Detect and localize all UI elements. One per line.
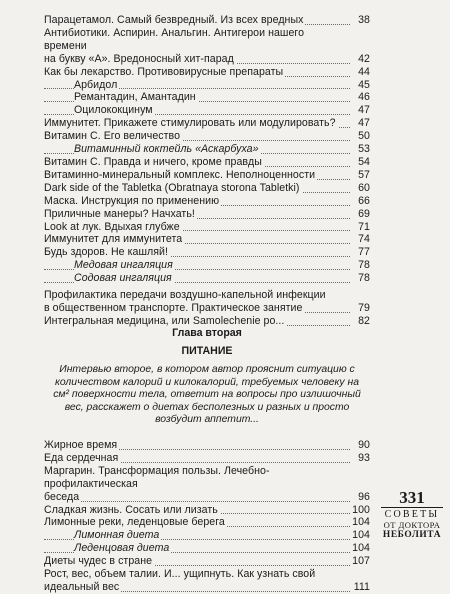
- toc-entry-title: Dark side of the Tabletka (Obratnaya storona Tabletki): [44, 181, 300, 194]
- toc-page-number: 93: [358, 451, 370, 464]
- toc-entry-title: Оцилококцинум: [74, 104, 153, 117]
- toc-page-number: 100: [352, 503, 370, 516]
- toc-entry-title: Жирное время: [44, 438, 118, 451]
- dot-leader: [44, 501, 350, 502]
- toc-entry: [44, 491, 370, 504]
- toc-page-number: 78: [358, 259, 370, 272]
- toc-entry-title: Парацетамол. Самый безвредный. Из всех вредных: [44, 14, 304, 26]
- toc-entry: [44, 452, 370, 465]
- toc-entry-title: Антибиотики. Аспирин. Анальгин. Антигерои нашего времени: [44, 26, 305, 52]
- toc-entry-title: Лимонные реки, леденцовые берега: [44, 516, 225, 529]
- toc-entry: [44, 182, 370, 195]
- toc-entry: [44, 289, 370, 302]
- toc-entry: [44, 233, 370, 246]
- toc-page-number: 104: [352, 516, 370, 529]
- toc-entry: [44, 91, 370, 104]
- toc-entry: [44, 104, 370, 117]
- toc-entry-title: Витамин С. Его величество: [44, 130, 181, 143]
- table-of-contents-part-1: [44, 14, 370, 328]
- toc-page-number: 104: [352, 529, 370, 542]
- toc-entry: [44, 568, 370, 581]
- toc-entry: [44, 169, 370, 182]
- toc-page-number: 44: [358, 65, 370, 78]
- toc-page-number: 54: [358, 155, 370, 168]
- toc-entry-title: Сладкая жизнь. Сосать или лизать: [44, 503, 218, 516]
- toc-entry: [44, 259, 370, 272]
- toc-entry-title: Профилактика передачи воздушно-капельной инфекции: [44, 289, 326, 302]
- toc-entry: [44, 542, 370, 555]
- toc-page-number: 74: [358, 233, 370, 246]
- book-brand-logo: [381, 490, 443, 541]
- toc-entry: [44, 272, 370, 285]
- toc-entry: [44, 208, 370, 221]
- toc-entry-title: Иммунитет для иммунитета: [44, 233, 183, 246]
- toc-page-number: 111: [353, 580, 370, 593]
- toc-page-number: 107: [352, 555, 370, 568]
- toc-page-number: 77: [358, 246, 370, 259]
- toc-entry-title: Маска. Инструкция по применению: [44, 194, 220, 207]
- toc-entry-title: Арбидол: [74, 78, 118, 91]
- toc-entry: [44, 130, 370, 143]
- toc-page-number: 60: [358, 181, 370, 194]
- toc-page-number: 66: [358, 194, 370, 207]
- toc-entry-title: Еда сердечная: [44, 451, 119, 464]
- toc-page-number: 47: [358, 117, 370, 130]
- toc-entry-title: Иммунитет. Прикажете стимулировать или модулировать?: [44, 117, 336, 130]
- toc-entry: [44, 221, 370, 234]
- toc-entry: [44, 156, 370, 169]
- toc-page-number: 47: [358, 104, 370, 117]
- toc-entry: [44, 143, 370, 156]
- toc-entry-title: идеальный вес: [44, 580, 120, 593]
- toc-entry: [44, 581, 370, 594]
- toc-entry-title: Леденцовая диета: [74, 542, 170, 555]
- toc-page-number: 104: [352, 542, 370, 555]
- toc-entry-title: Будь здоров. Не кашляй!: [44, 246, 168, 259]
- toc-page-number: 38: [358, 14, 370, 26]
- table-of-contents-part-2: [44, 439, 370, 594]
- brand-line-1: СОВЕТЫ: [384, 509, 440, 520]
- chapter-name: ПИТАНИЕ: [181, 345, 233, 357]
- toc-entry-title: Look at лук. Вдыхая глубже: [44, 220, 180, 233]
- toc-entry: [44, 465, 370, 491]
- toc-entry: [44, 66, 370, 79]
- brand-line-2: ОТ ДОКТОРА: [383, 520, 441, 530]
- toc-page-number: 90: [358, 438, 370, 451]
- toc-entry: [44, 529, 370, 542]
- toc-entry: [44, 439, 370, 452]
- brand-line-3: НЕБОЛИТА: [382, 530, 442, 540]
- chapter-section: [44, 314, 370, 594]
- toc-page-number: 53: [358, 143, 370, 156]
- toc-entry: [44, 53, 370, 66]
- toc-page-number: 79: [358, 301, 370, 314]
- toc-page-number: 82: [358, 314, 370, 327]
- toc-entry: [44, 195, 370, 208]
- toc-entry-title: Рост, вес, объем талии. И... ущипнуть. Как узнать свой: [44, 568, 316, 581]
- toc-page-number: 42: [358, 52, 370, 65]
- toc-entry-title: Приличные манеры? Начхать!: [44, 207, 195, 220]
- toc-entry: [44, 555, 370, 568]
- toc-entry: [44, 516, 370, 529]
- toc-page-number: 46: [358, 91, 370, 104]
- toc-entry-title: беседа: [44, 490, 80, 503]
- brand-number: 331: [399, 488, 425, 507]
- toc-page-number: 45: [358, 78, 370, 91]
- toc-entry: [44, 27, 370, 53]
- toc-entry-title: в общественном транспорте. Практическое занятие: [44, 301, 303, 314]
- toc-entry: [44, 79, 370, 92]
- toc-entry: [44, 302, 370, 315]
- toc-entry-title: Витаминный коктейль «Аскарбуха»: [74, 143, 259, 156]
- toc-entry-title: Диеты чудес в стране: [44, 555, 153, 568]
- toc-entry-title: на букву «А». Вредоносный хит-парад: [44, 52, 234, 65]
- brand-divider: [381, 507, 443, 508]
- toc-page-number: 50: [358, 130, 370, 143]
- toc-page-number: 57: [358, 168, 370, 181]
- toc-page-number: 96: [358, 490, 370, 503]
- toc-entry-title: Интегральная медицина, или Samolechenie po...: [44, 314, 285, 327]
- toc-entry: [44, 14, 370, 27]
- toc-entry-title: Как бы лекарство. Противовирусные препараты: [44, 65, 284, 78]
- toc-entry: [44, 246, 370, 259]
- toc-entry-title: Лимонная диета: [74, 529, 160, 542]
- toc-entry-title: Ремантадин, Амантадин: [74, 91, 196, 104]
- toc-entry-title: Содовая ингаляция: [74, 272, 172, 285]
- toc-entry-title: Маргарин. Трансформация пользы. Лечебно-профилактическая: [44, 464, 270, 490]
- toc-entry-title: Медовая ингаляция: [74, 259, 173, 272]
- toc-entry: [44, 504, 370, 517]
- toc-page-number: 71: [358, 220, 370, 233]
- chapter-intro: Интервью второе, в котором автор прояснит ситуацию с количеством калорий и килокалорий, требуемых человеку на см² поверхности тела, ответит на вопросы про излишочный вес, расскажет о диетах бесполезных и разных и просто возбудит аппетит...: [53, 364, 361, 426]
- toc-entry-title: Витаминно-минеральный комплекс. Неполноценности: [44, 168, 316, 181]
- chapter-number: Глава вторая: [172, 327, 242, 339]
- toc-entry-title: Витамин С. Правда и ничего, кроме правды: [44, 155, 262, 168]
- toc-page-number: 69: [358, 207, 370, 220]
- toc-page-number: 78: [358, 272, 370, 285]
- toc-entry: [44, 117, 370, 130]
